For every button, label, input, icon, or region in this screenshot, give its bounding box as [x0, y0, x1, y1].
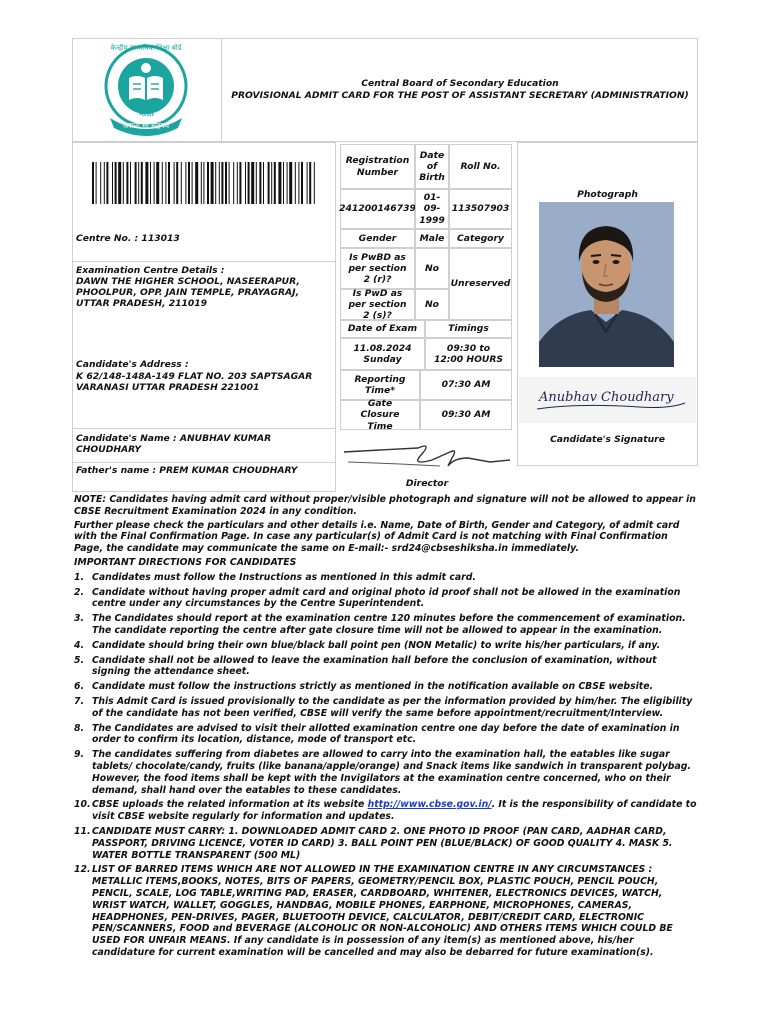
barcode-bar: [301, 162, 303, 204]
direction-item: 2. Candidate without having proper admit card and original photo id proof shall not be allowed in the examination centre under any circumstances by the Centre Superintendent.: [74, 586, 681, 610]
direction-text: Candidate shall not be allowed to leave the examination hall before the conclusion of examination, without signing the attendance sheet.: [92, 654, 657, 678]
instructions-section: [74, 494, 698, 962]
direction-text: Candidates must follow the Instructions as mentioned in this admit card.: [92, 571, 476, 583]
reporting-time-value: 07:30 AM: [420, 370, 512, 400]
barcode-bar: [278, 162, 281, 204]
exam-centre-details: DAWN THE HIGHER SCHOOL, NASEERAPUR, PHOOLPUR, OPP. JAIN TEMPLE, PRAYAGRAJ, UTTAR PRADESH, 211019: [76, 276, 300, 310]
barcode-bar: [298, 162, 299, 204]
director-signature: [340, 440, 514, 476]
direction-text: The Candidates are advised to visit their allotted examination centre one day before the date of examination in order to confirm its location, distance, mode of transport etc.: [92, 722, 680, 746]
direction-text-post: . It is the responsibility of candidate to visit CBSE website regularly for information and updates.: [92, 799, 697, 823]
direction-item: 7. This Admit Card is issued provisionally to the candidate as per the information provided by him/her. The eligibility of the candidate has not been verified, CBSE will verify the same before appointment/recruitment/Interview.: [74, 695, 693, 719]
barcode-bar: [221, 162, 223, 204]
barcode-bar: [96, 162, 97, 204]
barcode-bar: [130, 162, 131, 204]
barcode-bar: [188, 162, 190, 204]
barcode-bar: [271, 162, 272, 204]
barcode-bar: [145, 162, 148, 204]
direction-item: 6. Candidate must follow the instructions strictly as mentioned in the notification available on CBSE website.: [74, 681, 654, 693]
barcode-bar: [245, 162, 246, 204]
barcode-bar: [237, 162, 238, 204]
gate-closure-label: Gate Closure Time: [340, 400, 420, 430]
exam-centre-label: Examination Centre Details :: [76, 265, 225, 276]
direction-text: The candidates suffering from diabetes are allowed to carry into the examination hall, the eatables like sugar tablets/ chocolate/candy, fruits (like banana/apple/orange) and Snack items like sandwich in transparent polybag. However, the food items shall be kept with the Invigilators at the examination centre concerned, who on their demand, shall hand over the eatables to these candidates.: [92, 749, 691, 796]
dob-value: 01-09-1999: [415, 189, 449, 229]
candidate-photo: [539, 202, 674, 367]
barcode-bar: [233, 162, 234, 204]
logo-text-mid: भारत: [138, 109, 154, 118]
candidate-signature-image: [519, 377, 696, 423]
barcode-bar: [248, 162, 250, 204]
barcode-bar: [251, 162, 254, 204]
barcode-bar: [283, 162, 284, 204]
direction-item: 9. The candidates suffering from diabetes are allowed to carry into the examination hall, the eatables like sugar tablets/ chocolate/candy, fruits (like banana/apple/orange) and Snack items like sandwich in transparent polybag. However, the food items shall be kept with the Invigilators at the examination centre concerned, who on their demand, shall hand over the eatables to these candidates.: [74, 749, 691, 796]
admit-card-title: PROVISIONAL ADMIT CARD FOR THE POST OF ASSISTANT SECRETARY (ADMINISTRATION): [231, 90, 689, 101]
barcode-bar: [289, 162, 292, 204]
board-name: Central Board of Secondary Education: [361, 78, 559, 89]
barcode-bar: [229, 162, 230, 204]
barcode-bar: [295, 162, 296, 204]
barcode-bar: [185, 162, 186, 204]
barcode-bar: [259, 162, 261, 204]
pwd-label: Is PwD as per section 2 (s)?: [340, 289, 415, 320]
barcode-bar: [100, 162, 101, 204]
address-label: Candidate's Address :: [76, 359, 189, 370]
candidate-signature-label: Candidate's Signature: [550, 434, 665, 446]
barcode: [90, 162, 320, 204]
note-check-particulars: Further please check the particulars and other details i.e. Name, Date of Birth, Gender and Category, of admit card with the Final Confirmation Page. In case any particular(s) of Admit Card is not matching with Final Confirmation Page, the candidate may communicate the same on E-mail:- srd24@cbseshiksha.in immediately.: [74, 519, 680, 555]
direction-text: The Candidates should report at the examination centre 120 minutes before the commencement of examination. The candidate reporting the centre after gate closure time will not be allowed to appear in the examination.: [92, 613, 686, 636]
barcode-bar: [126, 162, 128, 204]
logo-motto: असतो मा सद्गमय: [122, 121, 170, 130]
barcode-bar: [154, 162, 155, 204]
cbse-website-link[interactable]: http://www.cbse.gov.in/: [367, 799, 492, 811]
barcode-bar: [192, 162, 193, 204]
barcode-bar: [115, 162, 117, 204]
directions-list: [74, 572, 698, 959]
logo-text-top: केन्द्रीय माध्यमिक शिक्षा बोर्ड: [110, 44, 182, 52]
direction-text: Candidate must follow the instructions strictly as mentioned in the notification available on CBSE website.: [92, 681, 654, 693]
direction-item: 1. Candidates must follow the Instructions as mentioned in this admit card.: [74, 571, 476, 583]
pwbd-label: Is PwBD as per section 2 (r)?: [340, 248, 415, 289]
divider-2: [72, 428, 336, 429]
barcode-bar: [201, 162, 202, 204]
barcode-bar: [309, 162, 311, 204]
timings-value: 09:30 to 12:00 HOURS: [425, 338, 512, 370]
barcode-bar: [203, 162, 204, 204]
director-label: Director: [405, 478, 449, 490]
barcode-bar: [156, 162, 159, 204]
direction-item: 3. The Candidates should report at the examination centre 120 minutes before the commencement of examination. The candidate reporting the centre after gate closure time will not be allowed to appear in the examination.: [74, 613, 686, 636]
direction-item: 4. Candidate should bring their own blue/black ball point pen (NON Metalic) to write his/her particulars, if any.: [74, 639, 661, 651]
barcode-bar: [176, 162, 178, 204]
barcode-bar: [211, 162, 214, 204]
direction-item: 12. LIST OF BARRED ITEMS WHICH ARE NOT ALLOWED IN THE EXAMINATION CENTRE IN ANY CIRCUMSTANCES : METALLIC ITEMS,BOOKS, NOTES, BITS OF PAPERS, GEOMETRY/PENCIL BOX, PLASTIC POUCH, PENCIL POUCH, PENCIL, SCALE, LOG TABLE,WRITING PAD, ERASER, CARDBOARD, WHITENER, ELECTRONICS DEVICES, WATCH, WRIST WATCH, WALLET, GOGGLES, HANDBAG, MOBILE PHONES, EARPHONE, MICROPHONES, CAMERAS, HEADPHONES, PEN-DRIVES, PAGER, BLUETOOTH DEVICE, CALCULATOR, DEBIT/CREDIT CARD, ELECTRONIC PEN/SCANNERS, FOOD and BEVERAGE (ALCOHOLIC OR NON-ALCOHOLIC) AND OTHERS ITEMS WHICH COULD BE USED FOR UNFAIR MEANS. If any candidate is in possession of any item(s) as mentioned above, his/her candidature for current examination will be cancelled and may also be debarred for future examination(s).: [74, 864, 673, 958]
barcode-bar: [138, 162, 139, 204]
barcode-bar: [263, 162, 264, 204]
dob-label: Date of Birth: [415, 144, 449, 189]
barcode-bar: [165, 162, 166, 204]
barcode-bar: [239, 162, 241, 204]
barcode-bar: [162, 162, 163, 204]
direction-item: 5. Candidate shall not be allowed to leave the examination hall before the conclusion of examination, without signing the attendance sheet.: [74, 654, 657, 678]
category-label: Category: [449, 229, 512, 248]
barcode-bar: [168, 162, 170, 204]
barcode-bar: [274, 162, 276, 204]
direction-item: 10. CBSE uploads the related information at its website http://www.cbse.gov.in/. It is the responsibility of candidate to visit CBSE website regularly for information and updates.: [74, 799, 697, 823]
barcode-bar: [207, 162, 209, 204]
barcode-bar: [135, 162, 137, 204]
barcode-bar: [219, 162, 220, 204]
signature-text: Anubhav Choudhary: [539, 390, 674, 405]
barcode-bar: [195, 162, 198, 204]
centre-number: Centre No. : 113013: [76, 233, 180, 244]
photograph-label: Photograph: [577, 189, 638, 201]
barcode-bar: [256, 162, 257, 204]
direction-text: CANDIDATE MUST CARRY: 1. DOWNLOADED ADMIT CARD 2. ONE PHOTO ID PROOF (PAN CARD, AADHAR CARD, PASSPORT, DRIVING LICENCE, VOTER ID CARD) 3. BALL POINT PEN (BLUE/BLACK) OF GOOD QUALITY 4. MASK 5. WATER BOTTLE TRANSPARENT (500 ML): [92, 825, 673, 861]
barcode-bar: [141, 162, 143, 204]
direction-text-pre: CBSE uploads the related information at its website: [92, 799, 368, 811]
direction-text: Candidate should bring their own blue/black ball point pen (NON Metalic) to write his/her particulars, if any.: [92, 639, 661, 651]
barcode-bar: [104, 162, 105, 204]
barcode-bar: [150, 162, 151, 204]
barcode-bar: [225, 162, 227, 204]
direction-item: 11. CANDIDATE MUST CARRY: 1. DOWNLOADED ADMIT CARD 2. ONE PHOTO ID PROOF (PAN CARD, AADHAR CARD, PASSPORT, DRIVING LICENCE, VOTER ID CARD) 3. BALL POINT PEN (BLUE/BLACK) OF GOOD QUALITY 4. MASK 5. WATER BOTTLE TRANSPARENT (500 ML): [74, 825, 673, 861]
direction-text: This Admit Card is issued provisionally to the candidate as per the information provided by him/her. The eligibility of the candidate has not been verified, CBSE will verify the same before appointment/recruitment/Interview.: [92, 695, 693, 719]
roll-number-label: Roll No.: [449, 144, 512, 189]
barcode-bar: [123, 162, 124, 204]
direction-text: LIST OF BARRED ITEMS WHICH ARE NOT ALLOWED IN THE EXAMINATION CENTRE IN ANY CIRCUMSTANCES : METALLIC ITEMS,BOOKS, NOTES, BITS OF PAPERS, GEOMETRY/PENCIL BOX, PLASTIC POUCH, PENCIL POUCH, PENCIL, SCALE, LOG TABLE,WRITING PAD, ERASER, CARDBOARD, WHITENER, ELECTRONICS DEVICES, WATCH, WRIST WATCH, WALLET, GOGGLES, HANDBAG, MOBILE PHONES, EARPHONE, MICROPHONES, CAMERAS, HEADPHONES, PEN-DRIVES, PAGER, BLUETOOTH DEVICE, CALCULATOR, DEBIT/CREDIT CARD, ELECTRONIC PEN/SCANNERS, FOOD and BEVERAGE (ALCOHOLIC OR NON-ALCOHOLIC) AND OTHERS ITEMS WHICH COULD BE USED FOR UNFAIR MEANS. If any candidate is in possession of any item(s) as mentioned above, his/her candidature for current examination will be cancelled and may also be debarred for future examination(s).: [92, 864, 673, 958]
pwd-value: No: [415, 289, 449, 320]
barcode-bar: [92, 162, 94, 204]
barcode-bar: [314, 162, 315, 204]
reporting-time-label: Reporting Time*: [340, 370, 420, 400]
divider-3: [72, 462, 336, 463]
barcode-bar: [106, 162, 108, 204]
roll-number-value: 113507903: [449, 189, 512, 229]
barcode-bar: [307, 162, 308, 204]
gate-closure-value: 09:30 AM: [420, 400, 512, 430]
barcode-bar: [287, 162, 288, 204]
barcode-bar: [181, 162, 182, 204]
candidate-name: Candidate's Name : ANUBHAV KUMAR CHOUDHARY: [76, 433, 272, 456]
gender-label: Gender: [340, 229, 415, 248]
note-photo-signature: NOTE: Candidates having admit card without proper/visible photograph and signature will not be allowed to appear in CBSE Recruitment Examination 2024 in any condition.: [74, 494, 696, 517]
barcode-bar: [112, 162, 113, 204]
divider-1: [72, 261, 336, 262]
gender-value: Male: [415, 229, 449, 248]
direction-item: 8. The Candidates are advised to visit their allotted examination centre one day before the date of examination in order to confirm its location, distance, mode of transport etc.: [74, 722, 680, 746]
directions-title: IMPORTANT DIRECTIONS FOR CANDIDATES: [74, 556, 297, 568]
date-of-exam-value: 11.08.2024 Sunday: [340, 338, 425, 370]
barcode-bar: [215, 162, 216, 204]
barcode-bar: [174, 162, 175, 204]
barcode-bar: [268, 162, 270, 204]
father-name: Father's name : PREM KUMAR CHOUDHARY: [76, 465, 298, 476]
category-value: Unreserved: [449, 248, 512, 320]
registration-number-label: Registration Number: [340, 144, 415, 189]
registration-number-value: 241200146739: [340, 189, 415, 229]
date-of-exam-label: Date of Exam: [340, 320, 425, 338]
barcode-bar: [118, 162, 121, 204]
candidate-address: K 62/148-148A-149 FLAT NO. 203 SAPTSAGAR VARANASI UTTAR PRADESH 221001: [76, 371, 313, 394]
pwbd-value: No: [415, 248, 449, 289]
direction-text: Candidate without having proper admit card and original photo id proof shall not be allowed in the examination centre under any circumstances by the Centre Superintendent.: [92, 586, 681, 610]
timings-label: Timings: [425, 320, 512, 338]
